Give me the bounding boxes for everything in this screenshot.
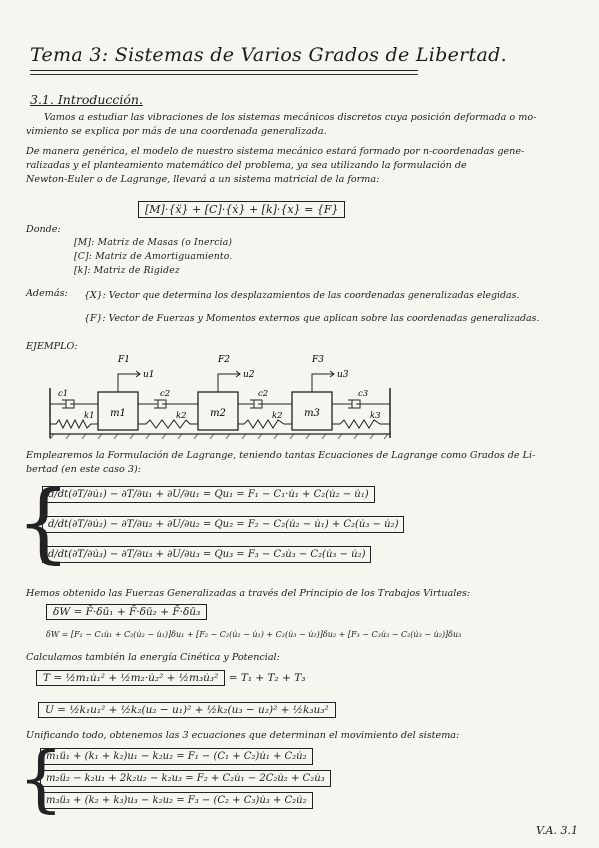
lagrange-brace: {: [16, 473, 71, 573]
motion-eq-3: m₃ü₃ + (k₂ + k₃)u₃ − k₂u₂ = F₃ − (C₂ + C₃)u̇₃ + C₂u̇₂: [40, 792, 313, 809]
lagrange-eq-3: [42, 546, 371, 563]
virtual-work-line: Hemos obtenido las Fuerzas Generalizadas a través del Principio de los Trabajos Virtuales:: [26, 588, 471, 599]
ground-hatching: [50, 434, 388, 439]
ademas-item-x: {X}: Vector que determina los desplazamientos de las coordenadas generalizadas elegidas.: [84, 290, 520, 301]
damper-3: [238, 400, 292, 408]
spring-2: [138, 420, 198, 428]
damper-3-label: c2: [258, 389, 269, 399]
lagrange-intro-1: Emplearemos la Formulación de Lagrange, teniendo tantas Ecuaciones de Lagrange como Grados de Li-: [26, 450, 536, 461]
spring-2-label: k2: [176, 411, 187, 421]
kinetic-energy: [36, 672, 305, 684]
lagrange-eq-1-rhs: = F₁ − C₁·u̇₁ + C₂(u̇₂ − u̇₁): [236, 489, 369, 500]
lagrange-eq-2: [42, 516, 404, 533]
ejemplo-label: EJEMPLO:: [26, 341, 78, 352]
energy-line: Calculamos también la energía Cinética y Potencial:: [26, 652, 280, 663]
virtual-work-eq-2: δW = [F₁ − C₁u̇₁ + C₂(u̇₂ − u̇₁)]δu₁ + [F₂ − C₂(u̇₂ − u̇₁) + C₂(u̇₃ − u̇₂)]δu₂ + [F₃ − C₃u̇₃ − C₂(u̇₃ − u̇₂)]δu₃: [46, 630, 462, 639]
spring-4: [332, 420, 390, 428]
lagrange-eq-3-rhs: = F₃ − C₃u̇₃ − C₂(u̇₃ − u̇₂): [236, 549, 366, 560]
disp-1-label: u1: [143, 370, 155, 380]
section-heading: 3.1. Introducción.: [30, 92, 143, 107]
lagrange-eq-1-lhs: d/dt(∂T/∂u̇₁) − ∂T/∂u₁ + ∂U/∂u₁ = Qu₁: [48, 489, 234, 500]
damper-2: [138, 400, 198, 408]
unify-line: Unificando todo, obtenemos las 3 ecuaciones que determinan el movimiento del sistema:: [26, 730, 460, 741]
donde-item-mass: [M]: Matriz de Masas (o Inercia): [74, 237, 233, 248]
mass-spring-diagram: [40, 348, 400, 440]
spring-1: [50, 420, 98, 428]
potential-energy: U = ½k₁u₁² + ½k₂(u₂ − u₁)² + ½k₂(u₃ − u₂)² + ½k₃u₃²: [38, 702, 336, 718]
damper-1: [50, 400, 98, 408]
page-title: Tema 3: Sistemas de Varios Grados de Libertad.: [30, 44, 507, 66]
disp-2-label: u2: [243, 370, 255, 380]
springs: [50, 420, 390, 428]
virtual-work-eq-1: δW = F̄·δū₁ + F̄·δū₂ + F̄·δū₃: [46, 604, 207, 620]
lagrange-eq-3-lhs: d/dt(∂T/∂u̇₃) − ∂T/∂u₃ + ∂U/∂u₃ = Qu₃: [48, 549, 234, 560]
intro-line-3: De manera genérica, el modelo de nuestro sistema mecánico estará formado por n-coordenadas gene-: [26, 146, 525, 157]
ademas-item-f: {F}: Vector de Fuerzas y Momentos externos que aplican sobre las coordenadas generalizadas.: [84, 313, 540, 324]
lagrange-intro-2: bertad (en este caso 3):: [26, 464, 141, 475]
damper-1-label: c1: [58, 389, 69, 399]
damper-4-label: c3: [358, 389, 369, 399]
lagrange-eq-2-lhs: d/dt(∂T/∂u̇₂) − ∂T/∂u₂ + ∂U/∂u₂ = Qu₂: [48, 519, 234, 530]
spring-3-label: k2: [272, 411, 283, 421]
title-underline-2: [30, 74, 418, 75]
intro-line-2: vimiento se explica por más de una coordenada generalizada.: [26, 126, 327, 137]
force-2-arrow: [218, 371, 240, 392]
spring-1-label: k1: [84, 411, 95, 421]
force-1-label: F1: [118, 355, 130, 365]
lagrange-eq-2-rhs: = F₂ − C₂(u̇₂ − u̇₁) + C₂(u̇₃ − u̇₂): [236, 519, 399, 530]
intro-line-1: Vamos a estudiar las vibraciones de los sistemas mecánicos discretos cuya posición deformada o mo-: [44, 112, 537, 123]
page-footer: V.A. 3.1: [536, 824, 578, 837]
force-3-label: F3: [312, 355, 324, 365]
motion-eq-2: m₂ü₂ − k₂u₁ + 2k₂u₂ − k₂u₃ = F₂ + C₂u̇₁ − 2C₂u̇₂ + C₂u̇₃: [40, 770, 331, 787]
matrix-equation: [M]·{ẍ} + [C]·{ẋ} + [k]·{x} = {F}: [138, 201, 345, 218]
donde-label: Donde:: [26, 224, 61, 235]
title-underline: [30, 70, 418, 71]
disp-3-label: u3: [337, 370, 349, 380]
donde-item-damping: [C]: Matriz de Amortiguamiento.: [74, 251, 233, 262]
mass-3-label: m3: [304, 408, 320, 419]
intro-line-5: Newton-Euler o de Lagrange, llevará a un sistema matricial de la forma:: [26, 174, 380, 185]
force-1-arrow: [118, 371, 140, 392]
spring-4-label: k3: [370, 411, 381, 421]
kinetic-energy-tail: = T₁ + T₂ + T₃: [228, 672, 306, 684]
kinetic-energy-box: T = ½m₁u̇₁² + ½m₂·u̇₂² + ½m₃u̇₃²: [36, 670, 225, 686]
motion-brace: {: [18, 736, 64, 820]
force-3-arrow: [312, 371, 334, 392]
dampers: [50, 400, 390, 408]
spring-3: [238, 420, 292, 428]
force-2-label: F2: [218, 355, 230, 365]
mass-2-label: m2: [210, 408, 226, 419]
motion-eq-1: m₁ü₁ + (k₁ + k₂)u₁ − k₂u₂ = F₁ − (C₁ + C₂)u̇₁ + C₂u̇₂: [40, 748, 313, 765]
mass-1-label: m1: [110, 408, 126, 419]
damper-2-label: c2: [160, 389, 171, 399]
intro-line-4: ralizadas y el planteamiento matemático del problema, ya sea utilizando la formulación de: [26, 160, 467, 171]
damper-4: [332, 400, 390, 408]
donde-item-stiffness: [k]: Matriz de Rigidez: [74, 265, 180, 276]
ademas-label: Además:: [26, 288, 68, 299]
lagrange-eq-1: [42, 486, 375, 503]
